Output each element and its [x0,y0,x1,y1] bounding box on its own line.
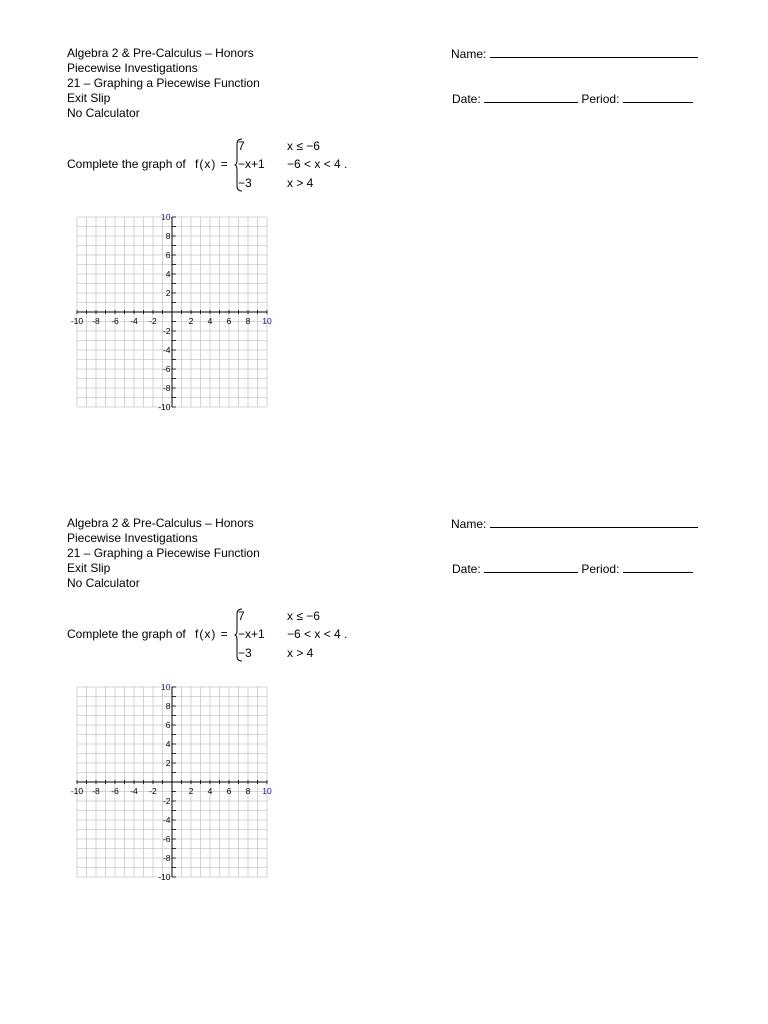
unit-title: Piecewise Investigations [67,531,198,545]
y-tick-label: 6 [165,720,171,730]
unit-title: Piecewise Investigations [67,61,198,75]
x-tick-label: -8 [92,316,100,326]
period-blank[interactable] [623,561,693,573]
y-tick-label: 10 [161,212,171,222]
calculator-note: No Calculator [67,106,140,120]
coordinate-grid-svg[interactable] [62,680,272,885]
y-tick-label: -6 [162,364,171,374]
y-tick-label: 4 [165,739,171,749]
case-expr-3: −3 [238,176,252,190]
case-cond-2: −6 < x < 4 . [287,157,348,171]
case-cond-2: −6 < x < 4 . [287,627,348,641]
x-tick-label: -10 [70,316,84,326]
case-expr-1: 7 [238,609,245,623]
date-period-field [452,91,693,107]
date-label: Date: [452,92,481,106]
y-tick-label: -8 [162,383,171,393]
date-blank[interactable] [484,561,578,573]
x-tick-label: -10 [70,786,84,796]
x-tick-label: -4 [130,786,138,796]
lesson-title: 21 – Graphing a Piecewise Function [67,76,260,90]
case-cond-3: x > 4 [287,646,314,660]
exit-slip-1 [0,0,768,470]
case-expr-1: 7 [238,139,245,153]
coordinate-grid[interactable] [62,680,272,885]
x-tick-label: 2 [188,786,194,796]
case-expr-3: −3 [238,646,252,660]
y-tick-label: -10 [158,402,171,412]
y-tick-label: -10 [158,872,171,882]
course-title: Algebra 2 & Pre-Calculus – Honors [67,516,254,530]
x-tick-label: 8 [245,316,251,326]
problem-statement [67,603,467,665]
y-tick-label: 8 [165,701,171,711]
name-blank[interactable] [490,46,698,58]
y-tick-label: 8 [165,231,171,241]
date-blank[interactable] [484,91,578,103]
slip-header [67,46,260,121]
slip-type: Exit Slip [67,561,111,575]
y-tick-label: -2 [162,796,171,806]
period-blank[interactable] [623,91,693,103]
x-tick-label: 10 [262,316,272,326]
name-field[interactable] [451,46,698,62]
y-tick-label: 2 [165,288,171,298]
name-blank[interactable] [490,516,698,528]
function-name: f(x) = [195,627,229,641]
case-cond-3: x > 4 [287,176,314,190]
x-tick-label: -2 [149,316,157,326]
case-expr-2: −x+1 [238,627,265,641]
coordinate-grid-svg[interactable] [62,210,272,415]
lesson-title: 21 – Graphing a Piecewise Function [67,546,260,560]
x-tick-label: 2 [188,316,194,326]
prompt-text: Complete the graph of [67,627,186,641]
function-name: f(x) = [195,157,229,171]
calculator-note: No Calculator [67,576,140,590]
x-tick-label: -6 [111,316,119,326]
date-label: Date: [452,562,481,576]
y-tick-label: 2 [165,758,171,768]
x-tick-label: 6 [226,316,232,326]
x-tick-label: 8 [245,786,251,796]
y-tick-label: -4 [162,815,171,825]
y-tick-label: -2 [162,326,171,336]
date-period-field [452,561,693,577]
y-tick-label: -6 [162,834,171,844]
x-tick-label: -8 [92,786,100,796]
slip-header [67,516,260,591]
course-title: Algebra 2 & Pre-Calculus – Honors [67,46,254,60]
name-field[interactable] [451,516,698,532]
x-tick-label: 4 [207,786,213,796]
exit-slip-2 [0,470,768,940]
case-cond-1: x ≤ −6 [287,609,320,623]
prompt-text: Complete the graph of [67,157,186,171]
y-tick-label: 4 [165,269,171,279]
y-tick-label: -4 [162,345,171,355]
y-tick-label: 10 [161,682,171,692]
slip-type: Exit Slip [67,91,111,105]
x-tick-label: -4 [130,316,138,326]
coordinate-grid[interactable] [62,210,272,415]
name-label: Name: [451,517,487,531]
y-tick-label: 6 [165,250,171,260]
x-tick-label: 6 [226,786,232,796]
period-label: Period: [581,92,620,106]
x-tick-label: -2 [149,786,157,796]
x-tick-label: -6 [111,786,119,796]
case-expr-2: −x+1 [238,157,265,171]
x-tick-label: 10 [262,786,272,796]
x-tick-label: 4 [207,316,213,326]
y-tick-label: -8 [162,853,171,863]
case-cond-1: x ≤ −6 [287,139,320,153]
name-label: Name: [451,47,487,61]
period-label: Period: [581,562,620,576]
problem-statement [67,133,467,195]
